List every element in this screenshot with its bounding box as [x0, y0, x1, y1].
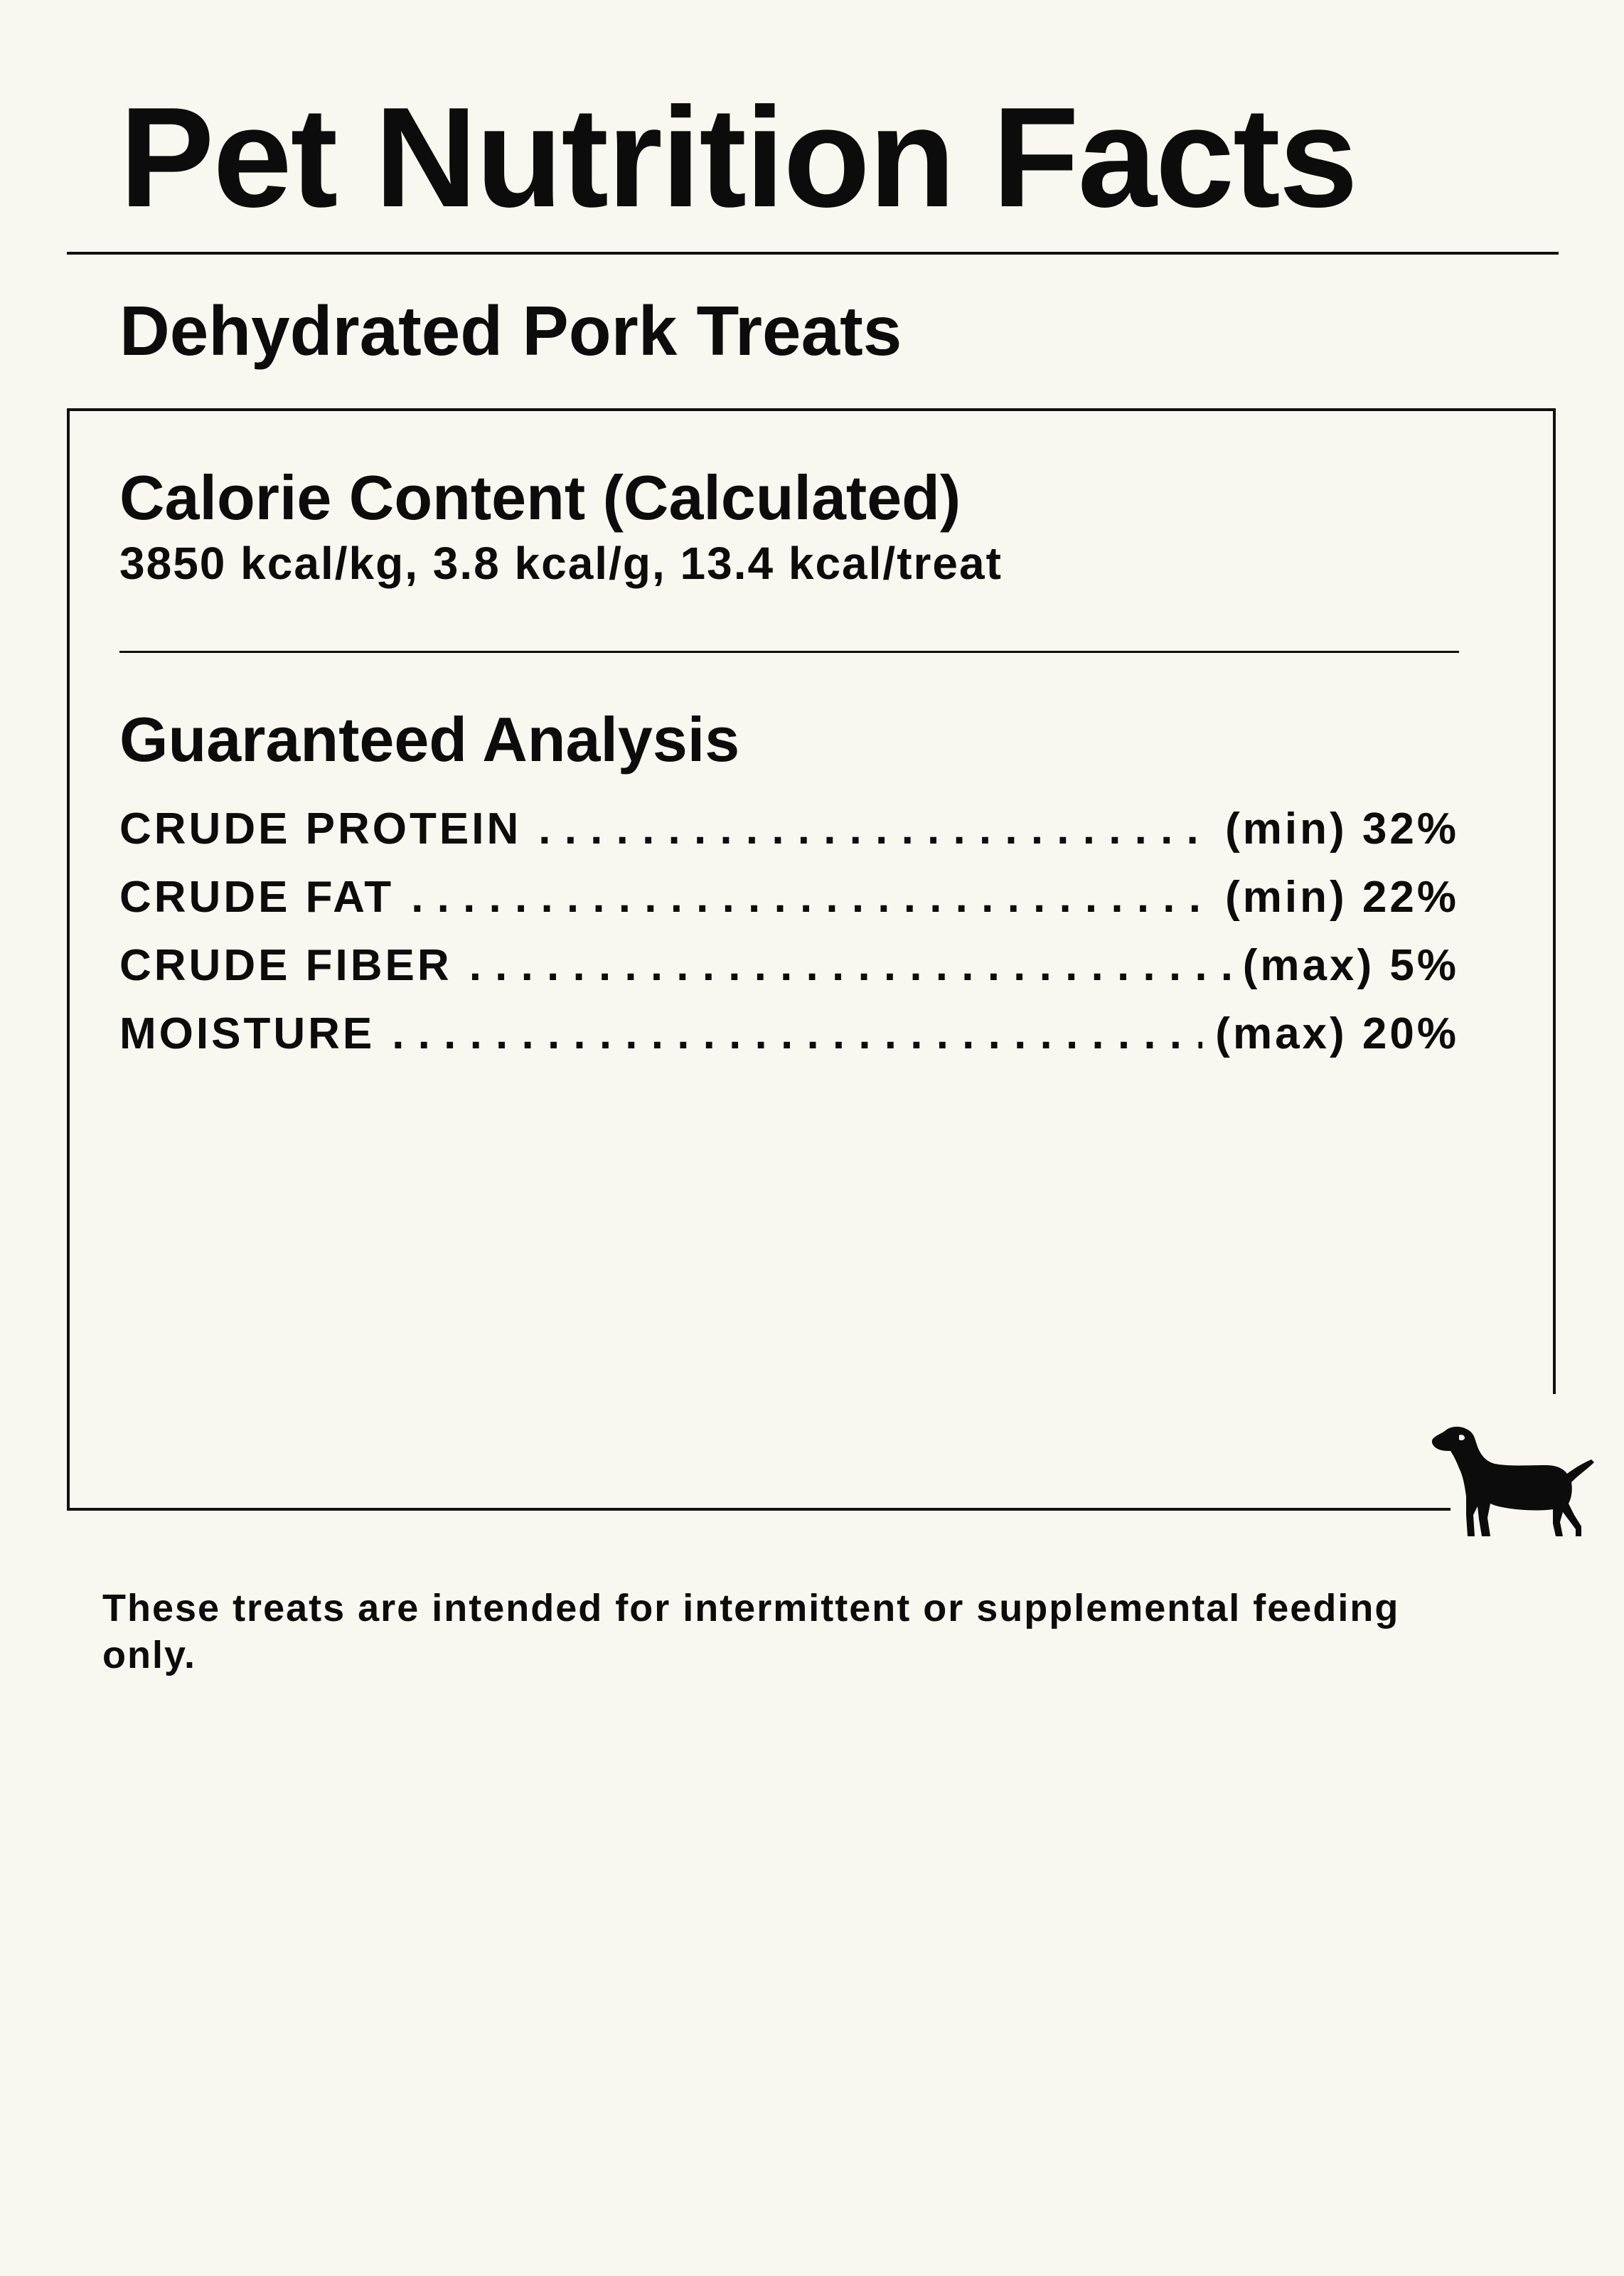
dot-leader: [392, 1000, 1202, 1068]
dot-leader: [469, 932, 1230, 1000]
calorie-content-heading: Calorie Content (Calculated): [119, 462, 961, 533]
analysis-row-value: (max) 5%: [1242, 941, 1459, 990]
guaranteed-analysis-list: [119, 795, 1459, 1068]
analysis-row-name: CRUDE FAT: [119, 873, 395, 922]
dot-leader: [411, 863, 1212, 932]
analysis-row-crude-fiber: [119, 932, 1459, 1000]
guaranteed-analysis-heading: Guaranteed Analysis: [119, 704, 740, 775]
dot-leader: [538, 795, 1212, 863]
product-name: Dehydrated Pork Treats: [119, 292, 902, 370]
feeding-footnote: These treats are intended for intermittent or supplemental feeding only.: [102, 1587, 1400, 1676]
title-divider: [67, 252, 1559, 255]
analysis-row-value: (max) 20%: [1215, 1009, 1459, 1058]
analysis-row-moisture: [119, 1000, 1459, 1068]
analysis-row-name: CRUDE PROTEIN: [119, 804, 522, 854]
section-divider: [119, 651, 1459, 653]
analysis-row-value: (min) 22%: [1225, 873, 1459, 922]
dog-icon: [1431, 1422, 1596, 1548]
analysis-row-value: (min) 32%: [1225, 804, 1459, 854]
analysis-row-crude-protein: [119, 795, 1459, 863]
analysis-row-name: MOISTURE: [119, 1009, 375, 1058]
analysis-row-name: CRUDE FIBER: [119, 941, 452, 990]
calorie-content-values: 3850 kcal/kg, 3.8 kcal/g, 13.4 kcal/treat: [119, 538, 1003, 589]
analysis-row-crude-fat: [119, 863, 1459, 932]
page-title: Pet Nutrition Facts: [119, 78, 1357, 237]
